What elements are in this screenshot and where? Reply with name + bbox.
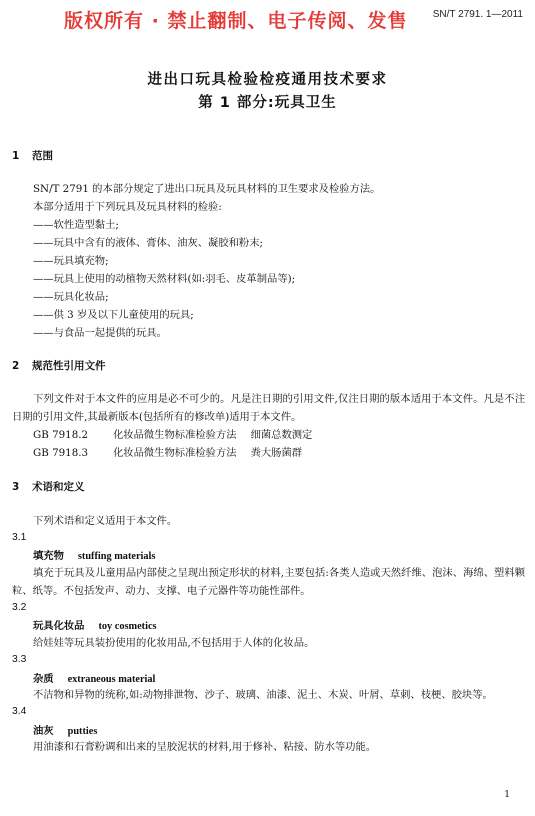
term-chinese: 玩具化妆品	[33, 620, 85, 632]
reference-code: GB 7918.2	[33, 429, 89, 441]
term-definition: 不洁物和异物的统称,如:动物排泄物、沙子、玻璃、油漆、泥土、木炭、叶屑、草刺、枝梗、胶块等。	[33, 689, 493, 701]
standard-code: SN/T 2791. 1—2011	[432, 9, 523, 20]
term-heading	[33, 547, 155, 562]
term-chinese: 杂质	[33, 673, 54, 685]
scope-list-item: ——玩具上使用的动植物天然材料(如:羽毛、皮革制品等);	[33, 273, 296, 285]
section-1-heading	[12, 148, 53, 163]
reference-item	[33, 426, 312, 441]
scope-list-item: ——玩具填充物;	[33, 255, 109, 267]
term-definition: 给娃娃等玩具装扮使用的化妆用品,不包括用于人体的化妆品。	[33, 637, 315, 649]
reference-subject: 细菌总数测定	[250, 429, 313, 441]
reference-item	[33, 444, 302, 459]
watermark: 版权所有 · 禁止翻制、电子传阅、发售	[64, 10, 408, 32]
normative-references-paragraph: 下列文件对于本文件的应用是必不可少的。凡是注日期的引用文件,仅注日期的版本适用于本文件。凡是不注日期的引用文件,其最新版本(包括所有的修改单)适用于本文件。	[12, 393, 525, 423]
section-title: 范围	[32, 150, 53, 162]
term-english: toy cosmetics	[98, 621, 157, 632]
term-english: extraneous material	[67, 674, 156, 685]
section-2-heading	[12, 358, 106, 373]
term-number: 3.2	[12, 602, 27, 613]
document-title: 进出口玩具检验检疫通用技术要求	[147, 72, 388, 88]
section-title: 术语和定义	[32, 481, 85, 493]
document-subtitle: 第 1 部分:玩具卫生	[198, 95, 337, 111]
term-chinese: 填充物	[33, 550, 64, 562]
scope-list-item: ——供 3 岁及以下儿童使用的玩具;	[33, 309, 194, 321]
term-chinese: 油灰	[33, 725, 54, 737]
scope-line: 本部分适用于下列玩具及玩具材料的检验:	[33, 201, 222, 213]
scope-list-item: ——软性造型黏土;	[33, 219, 119, 231]
term-number: 3.3	[12, 654, 27, 665]
terms-intro: 下列术语和定义适用于本文件。	[33, 515, 178, 527]
term-number: 3.1	[12, 532, 27, 543]
term-english: stuffing materials	[77, 551, 156, 562]
term-heading	[33, 670, 155, 685]
scope-line: SN/T 2791 的本部分规定了进出口玩具及玩具材料的卫生要求及检验方法。	[33, 183, 381, 195]
section-number: 1	[12, 150, 20, 162]
term-heading	[33, 617, 157, 632]
reference-title: 化妆品微生物标准检验方法	[113, 447, 237, 459]
section-3-heading	[12, 479, 85, 494]
term-definition: 填充于玩具及儿童用品内部使之呈现出预定形状的材料,主要包括:各类人造或天然纤维、泡沫、海绵、塑料颗粒、纸等。不包括发声、动力、支撑、电子元器件等功能性部件。	[12, 567, 525, 597]
section-number: 2	[12, 360, 20, 372]
page-number: 1	[504, 790, 510, 800]
reference-title: 化妆品微生物标准检验方法	[113, 429, 237, 441]
scope-list-item: ——玩具中含有的液体、膏体、油灰、凝胶和粉末;	[33, 237, 263, 249]
reference-subject: 粪大肠菌群	[250, 447, 303, 459]
scope-list-item: ——玩具化妆品;	[33, 291, 109, 303]
reference-code: GB 7918.3	[33, 447, 89, 459]
section-number: 3	[12, 481, 20, 493]
term-number: 3.4	[12, 706, 27, 717]
term-definition: 用油漆和石膏粉调和出来的呈胶泥状的材料,用于修补、粘接、防水等功能。	[33, 741, 377, 753]
term-heading	[33, 722, 97, 737]
scope-list-item: ——与食品一起提供的玩具。	[33, 327, 167, 339]
section-title: 规范性引用文件	[32, 360, 106, 372]
term-english: putties	[67, 726, 98, 737]
